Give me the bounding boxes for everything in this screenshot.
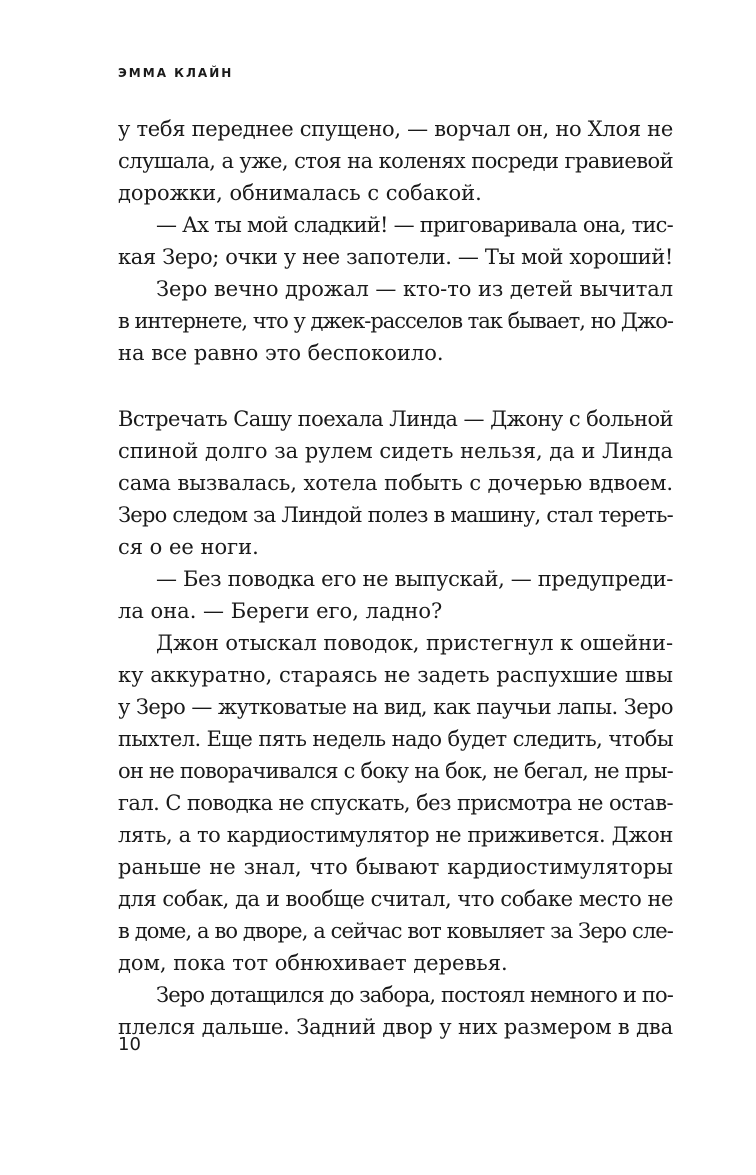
text-line: ку аккуратно, стараясь не задеть распухшие швы (118, 663, 673, 687)
text-line: плелся дальше. Задний двор у них размером в два (118, 1015, 673, 1039)
text-line: он не поворачивался с боку на бок, не бегал, не пры- (118, 759, 673, 783)
text-line: — Ах ты мой сладкий! — приговаривала она, тис- (156, 213, 673, 237)
page-number: 10 (118, 1034, 141, 1055)
running-header: ЭММА КЛАЙН (118, 66, 234, 80)
text-line: гал. С поводка не спускать, без присмотра не остав- (118, 791, 673, 815)
text-line: лять, а то кардиостимулятор не приживется. Джон (118, 823, 673, 847)
text-line: в интернете, что у джек-расселов так бывает, но Джо- (118, 309, 673, 333)
text-line: дорожки, обнималась с собакой. (118, 181, 482, 205)
text-line: ла она. — Береги его, ладно? (118, 599, 443, 623)
text-line: у Зеро — жутковатые на вид, как паучьи лапы. Зеро (118, 695, 673, 719)
text-line: Встречать Сашу поехала Линда — Джону с больной (118, 407, 673, 431)
text-line: в доме, а во дворе, а сейчас вот ковыляет за Зеро сле- (118, 919, 673, 943)
text-line: Зеро вечно дрожал — кто-то из детей вычитал (156, 277, 674, 301)
text-line: кая Зеро; очки у нее запотели. — Ты мой хороший! (118, 245, 673, 269)
text-line: пыхтел. Еще пять недель надо будет следить, чтобы (118, 727, 673, 751)
text-line: Зеро дотащился до забора, постоял немного и по- (156, 983, 673, 1007)
text-line: на все равно это беспокоило. (118, 341, 444, 365)
text-line: спиной долго за рулем сидеть нельзя, да и Линда (118, 439, 673, 463)
text-line: Джон отыскал поводок, пристегнул к ошейни- (156, 631, 673, 655)
text-line: сама вызвалась, хотела побыть с дочерью вдвоем. (118, 471, 673, 495)
text-line: для собак, да и вообще считал, что собаке место не (118, 887, 673, 911)
text-line: — Без поводка его не выпускай, — предупреди- (156, 567, 673, 591)
text-line: Зеро следом за Линдой полез в машину, стал тереть- (118, 503, 673, 527)
text-line: у тебя переднее спущено, — ворчал он, но Хлоя не (118, 117, 673, 141)
text-line: дом, пока тот обнюхивает деревья. (118, 951, 508, 975)
text-line: слушала, а уже, стоя на коленях посреди гравиевой (118, 149, 673, 173)
text-line: ся о ее ноги. (118, 535, 259, 559)
text-line: раньше не знал, что бывают кардиостимуляторы (118, 855, 673, 879)
